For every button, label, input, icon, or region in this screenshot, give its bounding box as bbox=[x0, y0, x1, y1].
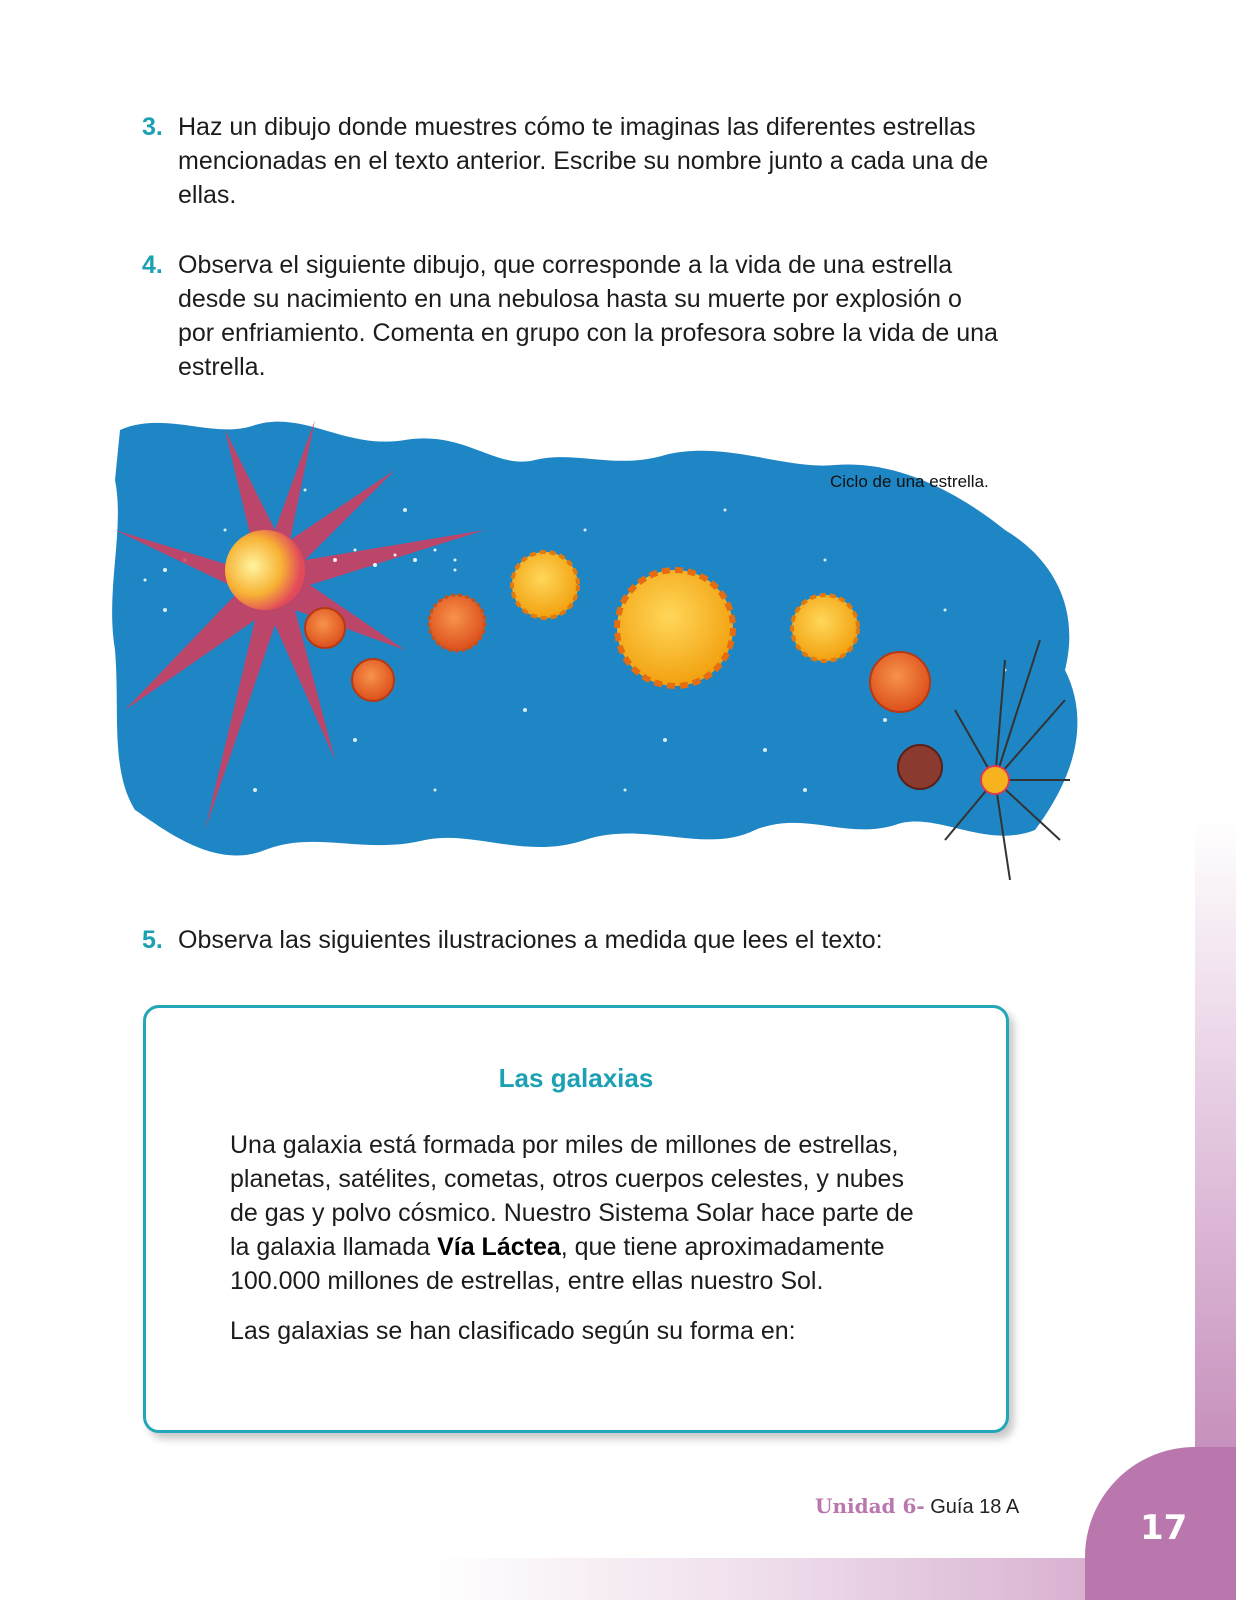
unit-label: Unidad 6- bbox=[815, 1494, 925, 1518]
question-5 bbox=[142, 923, 1002, 957]
reading-paragraph-1 bbox=[230, 1128, 930, 1298]
question-number: 4. bbox=[142, 251, 163, 279]
reading-body bbox=[230, 1128, 930, 1364]
yellow-star-2 bbox=[792, 595, 858, 661]
paragraph-text: , que tiene aproximadamente 100.000 millones de estrellas, entre ellas nuestro Sol. bbox=[230, 1233, 885, 1295]
question-text: Observa las siguientes ilustraciones a medida que lees el texto: bbox=[178, 926, 883, 954]
question-text: Haz un dibujo donde muestres cómo te imaginas las diferentes estrellas mencionadas en el texto anterior. Escribe su nombre junto a cada una de ellas. bbox=[178, 113, 989, 209]
reading-paragraph-2: Las galaxias se han clasificado según su forma en: bbox=[230, 1317, 796, 1345]
question-4 bbox=[142, 248, 1002, 384]
paragraph-text: Una galaxia está formada por miles de millones de estrellas, planetas, satélites, cometas, otros cuerpos celestes, y nubes de gas y polvo cósmico. Nuestro Sistema Solar hace parte de la galaxia llamada bbox=[230, 1131, 914, 1261]
yellow-star bbox=[512, 552, 578, 618]
young-star-1 bbox=[305, 608, 345, 648]
giant-star bbox=[617, 570, 733, 686]
dwarf-star bbox=[898, 745, 942, 789]
question-text: Observa el siguiente dibujo, que corresponde a la vida de una estrella desde su nacimiento en una nebulosa hasta su muerte por explosión o por enfriamiento. Comenta en grupo con la profesora sobre la vida de una estrella. bbox=[178, 251, 998, 381]
footer-label bbox=[815, 1494, 1019, 1519]
reading-box bbox=[143, 1005, 1009, 1433]
question-3 bbox=[142, 110, 1002, 212]
bold-term: Vía Láctea bbox=[437, 1233, 561, 1261]
question-number: 5. bbox=[142, 926, 163, 954]
question-number: 3. bbox=[142, 113, 163, 141]
illustration-caption: Ciclo de una estrella. bbox=[830, 472, 989, 491]
page-number: 17 bbox=[1140, 1508, 1188, 1548]
red-giant bbox=[870, 652, 930, 712]
young-star-2 bbox=[352, 659, 394, 701]
orange-star bbox=[429, 595, 485, 651]
reading-title: Las galaxias bbox=[498, 1063, 654, 1093]
guide-label: Guía 18 A bbox=[924, 1496, 1020, 1518]
